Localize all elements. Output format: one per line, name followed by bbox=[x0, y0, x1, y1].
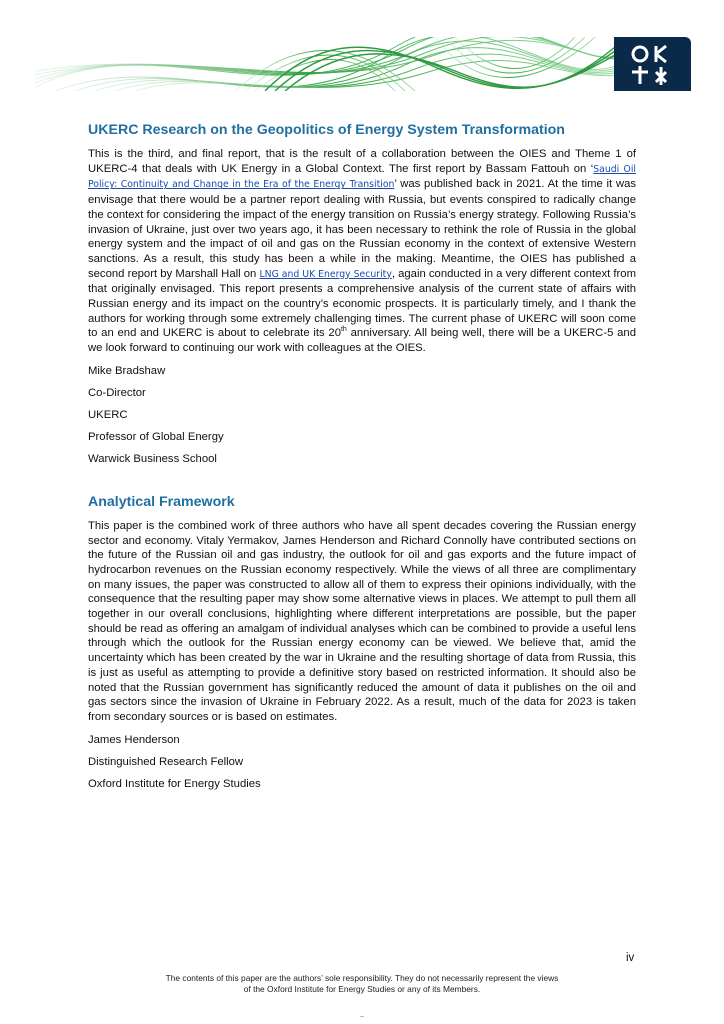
section-title-ukerc: UKERC Research on the Geopolitics of Energy System Transformation bbox=[88, 122, 565, 138]
analytical-framework-paragraph: This paper is the combined work of three authors who have all spent decades covering the Russian energy sector and economy. Vitaly Yermakov, James Henderson and Richard Connolly have contributed sections on the future of the Russian oil and gas industry, the outlook for oil and gas exports and the future impact of hydrocarbon revenues on the Russian economy respectively. While the views of all three are complimentary on many issues, the paper was constructed to allow all of them to express their opinions individually, with the consequence that the resulting paper may show some alternative views in places. We attempt to pull them all together in our overall conclusions, highlighting where different interpretations are possible, but the paper should be read as offering an amalgam of individual analyses which can be combined to provide a useful lens through which the outlook for the Russian energy economy can be viewed. We believe that, amid the uncertainty which has been created by the war in Ukraine and the resulting shortage of data from Russia, this is just as useful as attempting to provide a definitive story based on restricted information. It should also be noted that the Russian government has significantly reduced the amount of data it publishes on the oil and gas sectors since the invasion of Ukraine in February 2022. As a result, much of the data for 2023 is taken from secondary sources or is based on estimates. bbox=[88, 519, 636, 723]
footer-line: The contents of this paper are the authors’ sole responsibility. They do not necessarily represent the views bbox=[165, 973, 559, 983]
signature-name: James Henderson bbox=[88, 733, 180, 746]
signature-role: Co-Director bbox=[88, 386, 146, 399]
signature-org: UKERC bbox=[88, 408, 128, 421]
page-number: iv bbox=[626, 952, 635, 964]
signature-title: Professor of Global Energy bbox=[88, 430, 224, 443]
paragraph-text: anniversary. All being well, there will be a UKERC-5 and we look forward to continuing our work with colleagues at the OIES. bbox=[88, 327, 636, 355]
paragraph-text: This is the third, and final report, that is the result of a collaboration between the OIES and Theme 1 of UKERC-4 that deals with UK Energy in a Global Context. The first report by Bassam Fattouh on ‘ bbox=[88, 148, 636, 175]
ukerc-paragraph bbox=[88, 147, 636, 356]
footer-line: of the Oxford Institute for Energy Studies or any of its Members. bbox=[243, 984, 481, 994]
superscript: th bbox=[340, 326, 347, 334]
logo-mark-icon bbox=[614, 37, 691, 91]
signature-institution: Warwick Business School bbox=[88, 452, 217, 465]
oies-logo bbox=[614, 37, 691, 91]
signature-title: Distinguished Research Fellow bbox=[88, 755, 244, 768]
signature-institution: Oxford Institute for Energy Studies bbox=[88, 777, 261, 790]
main-content bbox=[88, 122, 636, 799]
paragraph-text: ’ was published back in 2021. At the time it was envisage that there would be a partner report dealing with Russia, but events conspired to radically change the context for considering the impact of the energy transition on Russia’s energy strategy. Following Russia’s invasion of Ukraine, just over two years ago, it has been necessary to rethink the role of Russia in the global energy system and the impact of oil and gas on the Russian economy in the context of extensive Western sanctions. As a result, this study has been a while in the making. Meantime, the OIES has published a second report by Marshall Hall on bbox=[88, 178, 636, 280]
header-wave-banner bbox=[35, 37, 691, 91]
footer-disclaimer bbox=[60, 973, 664, 995]
section-title-analytical-framework: Analytical Framework bbox=[88, 493, 235, 510]
saudi-oil-policy-link[interactable]: Saudi Oil Policy: Continuity and Change in the Era of the Energy Transition bbox=[88, 163, 636, 191]
page-mark bbox=[360, 1016, 364, 1017]
signature-name: Mike Bradshaw bbox=[88, 364, 166, 377]
lng-uk-energy-security-link[interactable]: LNG and UK Energy Security bbox=[259, 268, 392, 280]
paragraph-text: , again conducted in a very different context from that originally envisaged. This report presents a comprehensive analysis of the current state of affairs with Russian energy and its impact on the country’s economic prospects. It is particularly timely, and I thank the authors for working through some extremely challenging times. The current phase of UKERC will soon come to an end and UKERC is about to celebrate its 20 bbox=[88, 267, 636, 340]
